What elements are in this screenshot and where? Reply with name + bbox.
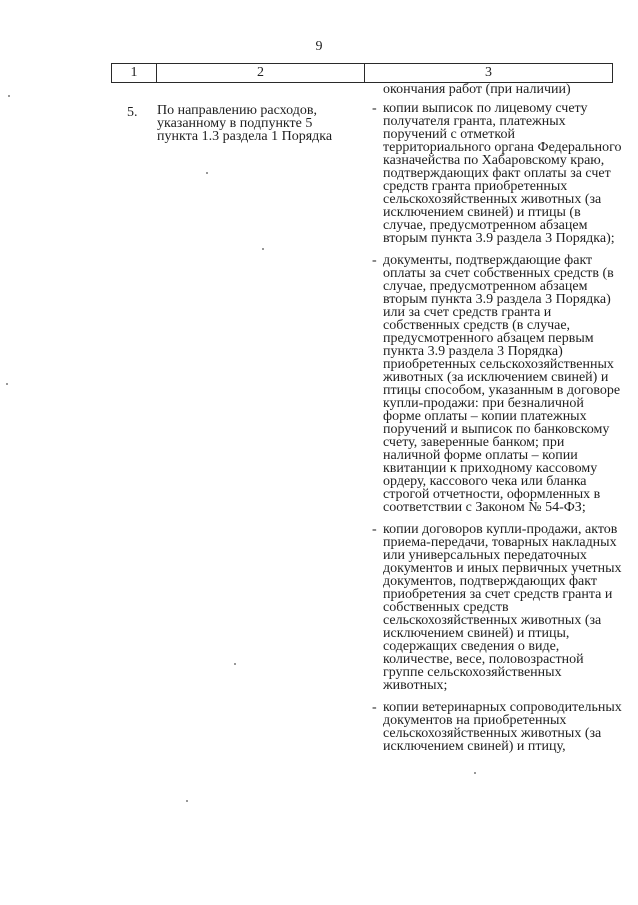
dash-marker: - <box>372 700 377 715</box>
list-item <box>372 701 622 753</box>
dash-marker: - <box>372 101 377 116</box>
row-number: 5. <box>127 105 138 120</box>
column-header-3: 3 <box>485 65 492 80</box>
scan-speck <box>234 663 236 665</box>
list-item-text: копии договоров купли-продажи, актов приема-передачи, товарных накладных или универсальных передаточных документов и иных первичных учетных документов, подтверждающих факт приобретения за счет средств гранта и собственных средств сельскохозяйственных животных (за исключением свиней) и птицы, содержащих сведения о виде, количестве, весе, половозрастной группе сельскохозяйственных животных; <box>383 522 622 693</box>
list-item <box>372 254 622 514</box>
list-item-text: копии ветеринарных сопроводительных документов на приобретенных сельскохозяйственных животных (за исключением свиней) и птицу, <box>383 700 622 754</box>
scan-speck <box>206 172 208 174</box>
column-header-2: 2 <box>157 64 365 82</box>
table-header <box>111 63 613 83</box>
scan-speck <box>6 383 8 385</box>
row-description: По направлению расходов, указанному в подпункте 5 пункта 1.3 раздела 1 Порядка <box>157 103 333 144</box>
carryover-text: окончания работ (при наличии) <box>383 82 571 97</box>
page-number: 9 <box>315 39 323 54</box>
scan-speck <box>262 248 264 250</box>
dash-marker: - <box>372 253 377 268</box>
list-item <box>372 523 622 692</box>
list-item <box>372 102 622 245</box>
list-item-text: копии выписок по лицевому счету получателя гранта, платежных поручений с отметкой территориального органа Федерального казначейства по Хабаровскому краю, подтверждающих факт оплаты за счет средств гранта приобретенных сельскохозяйственных животных (за исключением свиней) и птицы (в случае, предусмотренном абзацем вторым пункта 3.9 раздела 3 Порядка); <box>383 101 622 246</box>
requirements-list <box>372 102 622 762</box>
scan-speck <box>474 772 476 774</box>
column-header-1: 1 <box>112 64 157 82</box>
scan-speck <box>8 95 10 97</box>
dash-marker: - <box>372 522 377 537</box>
scan-speck <box>186 800 188 802</box>
list-item-text: документы, подтверждающие факт оплаты за счет собственных средств (в случае, предусмотренном абзацем вторым пункта 3.9 раздела 3 Порядка) или за счет средств гранта и собственных средств (в случае, предусмотренного абзацем первым пункта 3.9 раздела 3 Порядка) приобретенных сельскохозяйственных животных (за исключением свиней) и птицы способом, указанным в договоре купли-продажи: при безналичной форме оплаты – копии платежных поручений и выписок по банковскому счету, заверенные банком; при наличной форме оплаты – копии квитанции к приходному кассовому ордеру, кассового чека или бланка строгой отчетности, оформленных в соответствии с Законом № 54-ФЗ; <box>383 253 621 515</box>
